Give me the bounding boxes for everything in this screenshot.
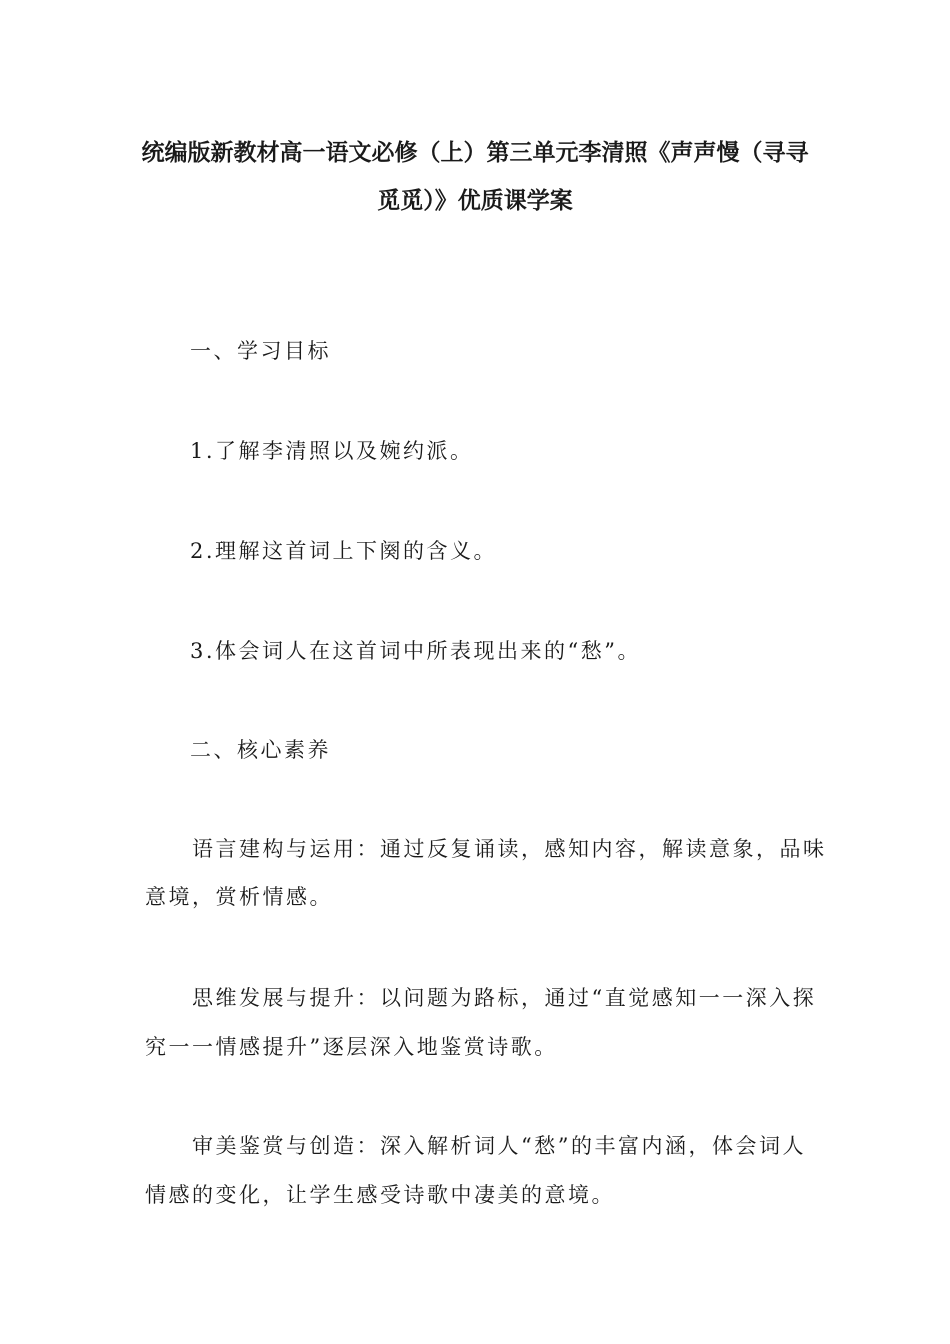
objective-item: 3.体会词人在这首词中所表现出来的“愁”。 xyxy=(190,639,642,663)
section-heading-objectives: 一、学习目标 xyxy=(190,339,331,363)
objective-item: 2.理解这首词上下阕的含义。 xyxy=(190,539,498,563)
literacy-paragraph-line: 审美鉴赏与创造：深入解析词人“愁”的丰富内涵，体会词人 xyxy=(192,1134,806,1158)
literacy-paragraph-line: 究一一情感提升”逐层深入地鉴赏诗歌。 xyxy=(145,1035,558,1059)
objective-item: 1.了解李清照以及婉约派。 xyxy=(190,439,474,463)
literacy-paragraph-line: 情感的变化，让学生感受诗歌中凄美的意境。 xyxy=(145,1183,615,1207)
literacy-paragraph-line: 思维发展与提升：以问题为路标，通过“直觉感知一一深入探 xyxy=(192,986,817,1010)
document-title-line-1: 统编版新教材高一语文必修（上）第三单元李清照《声声慢（寻寻 xyxy=(141,140,809,166)
literacy-paragraph-line: 意境，赏析情感。 xyxy=(145,885,333,909)
document-title-line-2: 觅觅）》优质课学案 xyxy=(377,188,573,214)
section-heading-core-literacy: 二、核心素养 xyxy=(190,738,331,762)
literacy-paragraph-line: 语言建构与运用：通过反复诵读，感知内容，解读意象，品味 xyxy=(192,837,827,861)
